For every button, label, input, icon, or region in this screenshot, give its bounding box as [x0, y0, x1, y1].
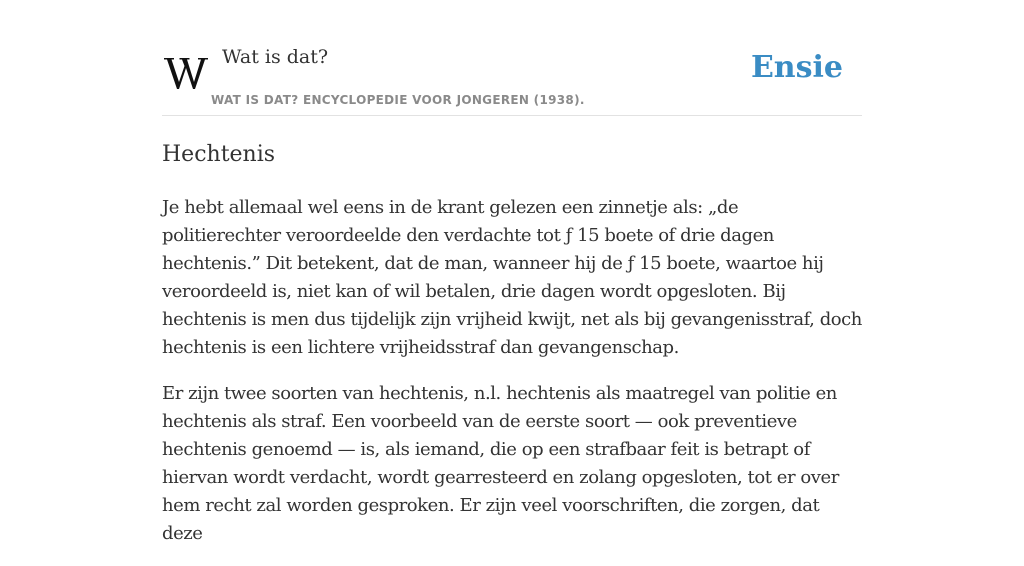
site-title[interactable]: Wat is dat?: [222, 46, 329, 68]
site-subtitle: WAT IS DAT? ENCYCLOPEDIE VOOR JONGEREN (1938).: [211, 93, 585, 107]
article-paragraph: Er zijn twee soorten van hechtenis, n.l. hechtenis als maatregel van politie en hechtenis als straf. Een voorbeeld van de eerste soort — ook preventieve hechtenis genoemd — is, als iemand, die op een strafbaar feit is betrapt of hiervan wordt verdacht, wordt gearresteerd en zolang opgesloten, tot er over hem recht zal worden gesproken. Er zijn veel voorschriften, die zorgen, dat deze: [162, 383, 839, 544]
article-paragraph: Je hebt allemaal wel eens in de krant gelezen een zinnetje als: „de politierechter veroordeelde den verdachte tot ƒ 15 boete of drie dagen hechtenis.” Dit betekent, dat de man, wanneer hij de ƒ 15 boete, waartoe hij veroordeeld is, niet kan of wil betalen, drie dagen wordt opgesloten. Bij hechtenis is men dus tijdelijk zijn vrijheid kwijt, net als bij gevangenisstraf, doch hechtenis is een lichtere vrijheidsstraf dan gevangenschap.: [162, 197, 862, 358]
brand-logo-link[interactable]: Ensie: [750, 50, 843, 85]
wikipedia-w-logo-icon[interactable]: [164, 52, 208, 90]
site-header: [162, 40, 862, 116]
article-title: Hechtenis: [162, 142, 276, 167]
article: [162, 138, 862, 566]
